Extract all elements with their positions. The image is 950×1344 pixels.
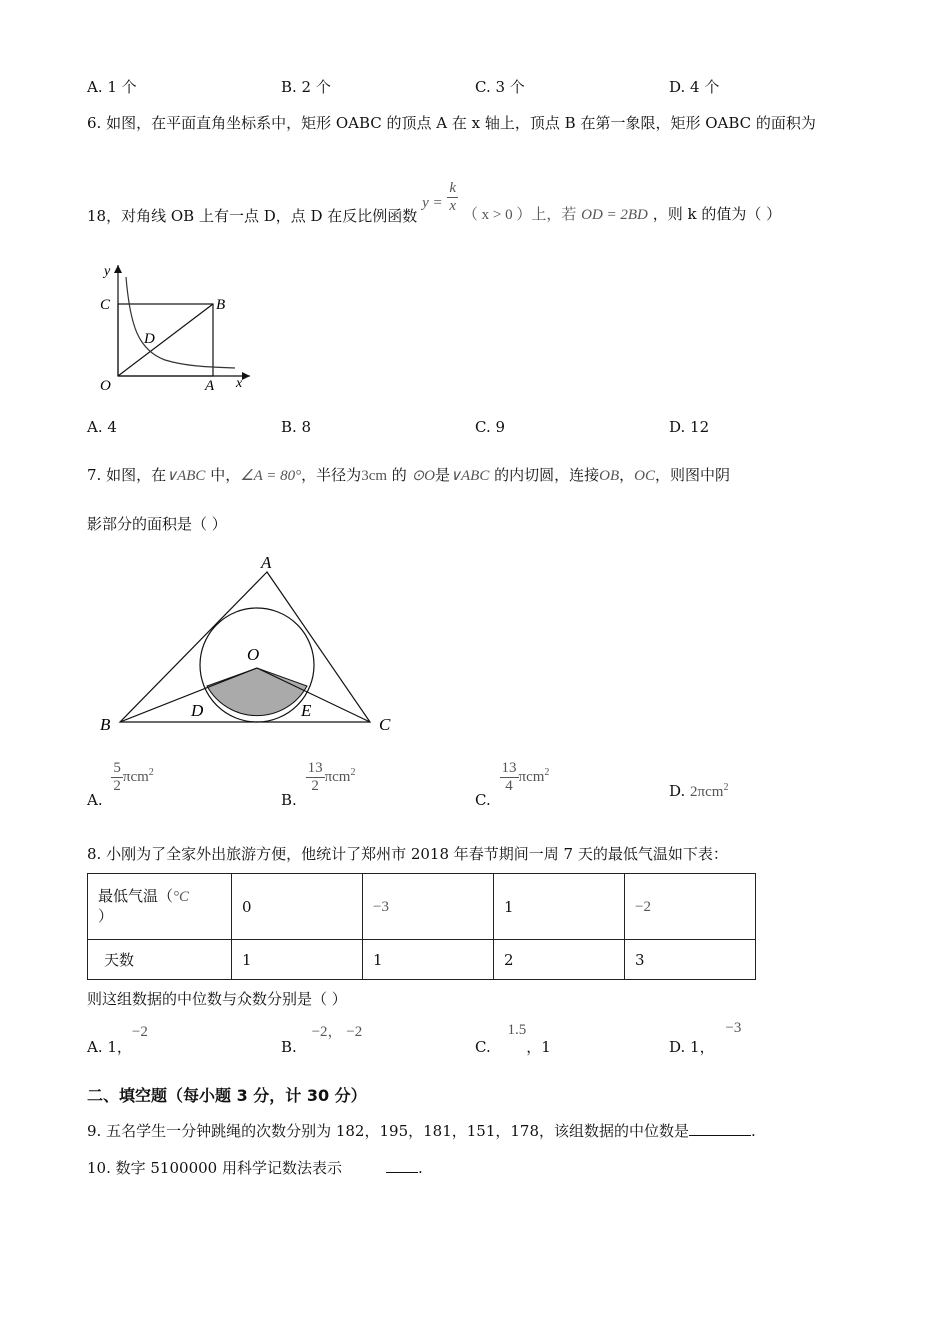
q7-option-a-unit: πcm bbox=[122, 769, 149, 785]
q7-option-a-label: A. bbox=[87, 791, 103, 809]
q6-figure bbox=[90, 255, 260, 400]
q8-option-b-value: −2， −2 bbox=[311, 1024, 363, 1040]
q6-label-x: x bbox=[236, 376, 243, 391]
q7-option-b-den: 2 bbox=[311, 777, 319, 794]
q6-y-arrow-icon bbox=[114, 265, 122, 273]
q8-header-unit: °C bbox=[173, 888, 190, 905]
q7-text-f: 的内切圆，连接 bbox=[494, 466, 600, 484]
q7-text-d: 的 bbox=[391, 466, 407, 484]
q8-header-label-b: ） bbox=[98, 907, 114, 925]
q8-option-d[interactable] bbox=[669, 1022, 741, 1062]
q6-stem-line2a: 18，对角线 OB 上有一点 D，点 D 在反比例函数 bbox=[87, 207, 418, 225]
q6-func-lhs: y = bbox=[422, 195, 443, 211]
q7-option-c-fraction bbox=[500, 760, 519, 794]
q8-temp-value: −3 bbox=[373, 899, 389, 915]
q7-option-b-fraction bbox=[306, 760, 325, 794]
q7-option-b-unit: πcm bbox=[324, 769, 351, 785]
q8-days-cell: 3 bbox=[625, 940, 756, 980]
q6-func-den: x bbox=[449, 197, 457, 214]
q7-option-a-den: 2 bbox=[113, 777, 121, 794]
q7-option-c-unit: πcm bbox=[518, 769, 545, 785]
q9-tail: . bbox=[751, 1122, 756, 1140]
q10-text: 10. 数字 5100000 用科学记数法表示 bbox=[87, 1159, 342, 1177]
q7-label-b: B bbox=[100, 715, 111, 734]
q8-question: 则这组数据的中位数与众数分别是（ ） bbox=[87, 990, 347, 1008]
q7-label-c: C bbox=[379, 715, 391, 734]
q8-option-a-label: A. 1， bbox=[87, 1038, 132, 1056]
q6-label-b: B bbox=[216, 297, 226, 313]
q5-option-b[interactable]: B. 2 个 bbox=[281, 78, 331, 96]
q7-stem-line2: 影部分的面积是（ ） bbox=[87, 515, 227, 533]
q7-label-d: D bbox=[191, 701, 204, 720]
q8-temp-cell bbox=[625, 874, 756, 940]
q10-answer-blank[interactable] bbox=[386, 1172, 418, 1173]
q7-text-b: 中， bbox=[210, 466, 241, 484]
q7-figure bbox=[95, 550, 405, 740]
q6-option-a[interactable]: A. 4 bbox=[87, 418, 117, 436]
q6-hyperbola bbox=[126, 277, 235, 368]
q8-option-b[interactable] bbox=[281, 1022, 362, 1062]
q7-option-b[interactable] bbox=[281, 760, 356, 809]
q7-angle: ∠A = 80° bbox=[240, 468, 302, 484]
q8-option-a[interactable] bbox=[87, 1022, 148, 1062]
q10-tail: . bbox=[417, 1159, 423, 1177]
q7-option-b-num: 13 bbox=[307, 760, 323, 776]
q8-table-header-days: 天数 bbox=[88, 940, 232, 980]
q7-option-b-sup: 2 bbox=[350, 767, 356, 778]
q7-option-a[interactable] bbox=[87, 760, 154, 809]
q7-option-d-value: 2πcm bbox=[690, 784, 724, 800]
q7-label-a: A bbox=[261, 553, 272, 572]
q7-stem-line1 bbox=[87, 464, 730, 485]
q7-option-a-fraction bbox=[111, 760, 123, 794]
q7-option-d[interactable] bbox=[669, 782, 728, 801]
q9-stem bbox=[87, 1120, 756, 1141]
q5-option-c[interactable]: C. 3 个 bbox=[475, 78, 525, 96]
q7-radius: 3cm bbox=[361, 468, 388, 484]
q6-x-arrow-icon bbox=[242, 372, 250, 380]
q7-text-g: ，则图中阴 bbox=[654, 466, 730, 484]
q7-label-o: O bbox=[247, 645, 260, 664]
q7-triangle-2: ∨ABC bbox=[450, 468, 490, 484]
q8-option-c-label: C. bbox=[475, 1038, 491, 1056]
q6-label-d: D bbox=[144, 331, 155, 347]
q6-option-b[interactable]: B. 8 bbox=[281, 418, 312, 436]
q5-option-a[interactable]: A. 1 个 bbox=[87, 78, 137, 96]
q6-label-a: A bbox=[205, 378, 215, 394]
q6-option-c[interactable]: C. 9 bbox=[475, 418, 506, 436]
q8-table-row-temps bbox=[88, 874, 756, 940]
q8-option-c-tail: ，1 bbox=[526, 1038, 551, 1056]
q7-segment-ob: OB bbox=[599, 468, 620, 484]
q8-table-header-temp bbox=[88, 874, 232, 940]
q7-option-c-sup: 2 bbox=[544, 767, 550, 778]
q7-comma: ， bbox=[619, 466, 635, 484]
q8-days-cell: 2 bbox=[494, 940, 625, 980]
q7-option-a-num: 5 bbox=[113, 760, 121, 776]
q6-func-relation: OD = 2BD bbox=[581, 207, 648, 223]
q7-segment-oc: OC bbox=[634, 468, 655, 484]
q7-text-e: 是 bbox=[435, 466, 451, 484]
q6-option-d[interactable]: D. 12 bbox=[669, 418, 710, 436]
q6-label-c: C bbox=[100, 297, 111, 313]
q6-label-o: O bbox=[100, 378, 111, 394]
q8-table-row-days bbox=[88, 940, 756, 980]
q9-answer-blank[interactable] bbox=[689, 1135, 751, 1136]
q7-triangle-1: ∨ABC bbox=[166, 468, 206, 484]
q7-option-a-sup: 2 bbox=[148, 767, 154, 778]
q8-option-a-value: −2 bbox=[131, 1024, 148, 1040]
q7-option-d-sup: 2 bbox=[723, 782, 729, 793]
q8-temp-cell: 0 bbox=[232, 874, 363, 940]
q10-stem bbox=[87, 1157, 423, 1178]
q8-stem: 8. 小刚为了全家外出旅游方便，他统计了郑州市 2018 年春节期间一周 7 天的最低气温如下表： bbox=[87, 845, 728, 863]
q7-option-b-label: B. bbox=[281, 791, 297, 809]
q8-option-c-value: 1.5 bbox=[507, 1022, 527, 1038]
q7-option-c[interactable] bbox=[475, 760, 550, 809]
q7-circle-symbol: ⊙O bbox=[411, 468, 435, 484]
q7-option-c-den: 4 bbox=[505, 777, 513, 794]
section-2-title: 二、填空题（每小题 3 分，计 30 分） bbox=[87, 1086, 367, 1105]
q6-label-y: y bbox=[104, 264, 111, 279]
q6-stem-line1: 6. 如图，在平面直角坐标系中，矩形 OABC 的顶点 A 在 x 轴上，顶点 B 在第一象限，矩形 OABC 的面积为 bbox=[87, 114, 816, 132]
q6-stem-line2 bbox=[87, 172, 781, 242]
q8-temp-value: −2 bbox=[635, 899, 651, 915]
q7-shaded-region bbox=[207, 668, 307, 716]
q8-option-d-label: D. 1， bbox=[669, 1038, 715, 1056]
q8-option-b-label: B. bbox=[281, 1038, 297, 1056]
q7-text-c: ，半径为 bbox=[301, 466, 362, 484]
q7-label-e: E bbox=[301, 701, 312, 720]
q6-func-cond: （ x > 0 ）上，若 bbox=[462, 207, 577, 223]
q8-days-cell: 1 bbox=[232, 940, 363, 980]
q8-temp-cell bbox=[363, 874, 494, 940]
q8-temperature-table bbox=[87, 873, 756, 980]
q8-option-c[interactable] bbox=[475, 1022, 551, 1062]
q6-diagonal-ob bbox=[118, 304, 213, 376]
q9-text: 9. 五名学生一分钟跳绳的次数分别为 182，195，181，151，178，该组数据的中位数是 bbox=[87, 1122, 690, 1140]
q8-header-label-a: 最低气温（ bbox=[98, 886, 174, 905]
q8-option-d-value: −3 bbox=[725, 1020, 742, 1036]
q8-days-cell: 1 bbox=[363, 940, 494, 980]
q6-func-fraction bbox=[447, 180, 458, 214]
q7-option-d-label: D. bbox=[669, 782, 686, 800]
q7-text-a: 7. 如图，在 bbox=[87, 466, 167, 484]
q7-option-c-num: 13 bbox=[501, 760, 517, 776]
q5-option-d[interactable]: D. 4 个 bbox=[669, 78, 720, 96]
q7-option-c-label: C. bbox=[475, 791, 491, 809]
q6-func-num: k bbox=[449, 180, 457, 196]
q6-stem-line2b: ，则 k 的值为（ ） bbox=[652, 205, 782, 223]
q8-temp-cell: 1 bbox=[494, 874, 625, 940]
